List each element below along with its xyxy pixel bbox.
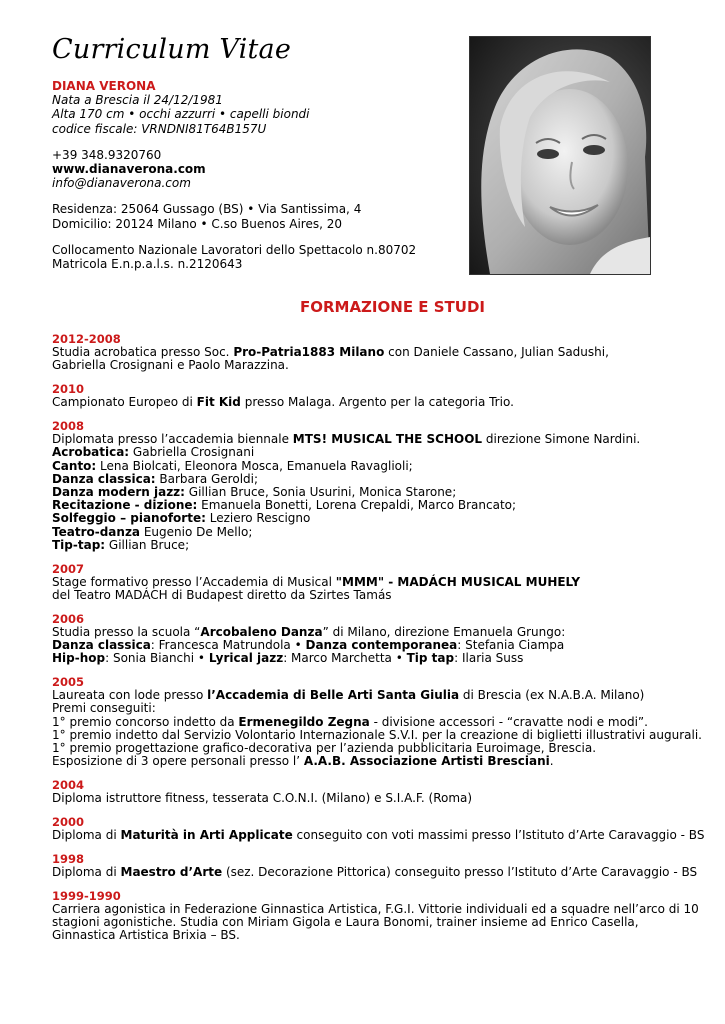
entry-text-bold: Tip tap: [406, 651, 455, 666]
entry-line: [52, 359, 672, 372]
entry-text-bold: Ermenegildo Zegna: [238, 714, 370, 729]
entry-text: Diploma istruttore fitness, tesserata C.O.N.I. (Milano) e S.I.A.F. (Roma): [52, 791, 473, 806]
entry-text: .: [549, 754, 554, 769]
education-entry: [52, 563, 672, 603]
entry-text: Diploma di: [52, 864, 121, 879]
entry-text: Diploma di: [52, 828, 121, 842]
entry-text-bold: Hip-hop: [52, 651, 106, 666]
education-entry: [52, 674, 702, 769]
entry-text: stagioni agonistiche. Studia con Miriam Gigola e Laura Bonomi, trainer insieme ad Enrico Casella,: [52, 915, 639, 930]
website-link[interactable]: www.dianaverona.com: [52, 162, 206, 177]
enpals-number: Matricola E.n.p.a.l.s. n.2120643: [52, 257, 243, 272]
entry-text-bold: "MMM" - MADÁCH MUSICAL MUHELY: [335, 574, 581, 589]
entry-text: Gabriella Crosignani: [129, 445, 255, 460]
entry-text: Gillian Bruce, Sonia Usurini, Monica Starone;: [184, 485, 457, 500]
entry-text: del Teatro MADÁCH di Budapest diretto da Szirtes Tamás: [52, 587, 392, 602]
residence-address: Residenza: 25064 Gussago (BS) • Via Santissima, 4: [52, 202, 362, 217]
entry-text: Ginnastica Artistica Brixia – BS.: [52, 928, 240, 943]
section-title: FORMAZIONE E STUDI: [299, 298, 486, 316]
entry-text: Barbara Geroldi;: [155, 471, 259, 486]
education-list: [52, 332, 705, 953]
entry-text: Laureata con lode presso: [52, 688, 208, 703]
entry-text: ” di Milano, direzione Emanuela Grungo:: [322, 624, 566, 639]
entry-line: [52, 396, 672, 409]
entry-line: [52, 864, 698, 879]
entry-line: [52, 929, 672, 942]
entry-text-bold: Canto:: [52, 458, 97, 473]
domicile-address: Domicilio: 20124 Milano • C.so Buenos Aires, 20: [52, 216, 343, 231]
education-entry: [52, 851, 698, 879]
entry-text-bold: Danza classica: [52, 638, 151, 653]
entry-text: : Francesca Matrundola •: [150, 638, 306, 653]
entry-text-bold: Lyrical jazz: [208, 651, 284, 666]
entry-text: 1° premio indetto dal Servizio Volontario Internazionale S.V.I. per la creazione di biglietti illustrativi augurali.: [52, 727, 702, 742]
person-name: DIANA VERONA: [52, 79, 156, 93]
entry-text-bold: Danza modern jazz:: [52, 485, 185, 500]
entry-text: 1° premio progettazione grafico-decorativa per l’azienda pubblicitaria Euroimage, Brescia.: [52, 740, 597, 755]
entry-line: [52, 828, 705, 842]
email-link[interactable]: info@dianaverona.com: [52, 176, 191, 191]
entry-text-bold: Danza classica:: [52, 471, 156, 486]
entry-text: : Marco Marchetta •: [283, 651, 407, 666]
entry-year: 2007: [52, 561, 85, 576]
entry-text-bold: A.A.B. Associazione Artisti Bresciani: [303, 754, 550, 769]
entry-line: [52, 589, 672, 602]
entry-text: : Ilaria Suss: [454, 651, 524, 666]
entry-text: Carriera agonistica in Federazione Ginnastica Artistica, F.G.I. Vittorie individuali ed a squadre nell’arco di 10: [52, 901, 699, 916]
entry-text-bold: MTS! MUSICAL THE SCHOOL: [292, 432, 483, 447]
phone-number: +39 348.9320760: [52, 147, 162, 162]
education-entry: [52, 420, 672, 552]
entry-text: Eugenio De Mello;: [140, 524, 253, 539]
entry-text-bold: Maestro d’Arte: [120, 864, 223, 879]
entry-line: [52, 792, 672, 805]
education-entry: [52, 779, 672, 805]
entry-text: direzione Simone Nardini.: [482, 432, 641, 447]
entry-text: Gabriella Crosignani e Paolo Marazzina.: [52, 358, 289, 373]
entry-text: Gillian Bruce;: [105, 537, 190, 552]
birth-info: Nata a Brescia il 24/12/1981: [52, 93, 223, 108]
entry-year: 2000: [52, 814, 85, 829]
entry-text-bold: Recitazione - dizione:: [52, 498, 198, 513]
education-entry: [52, 888, 699, 943]
education-entry: [52, 383, 672, 409]
entry-text-bold: Solfeggio – pianoforte:: [52, 511, 206, 526]
entry-year: 2012-2008: [52, 332, 121, 346]
entry-text: Premi conseguiti:: [52, 701, 156, 716]
entry-year: 2006: [52, 611, 85, 626]
education-entry: [52, 814, 705, 842]
entry-text: Studia presso la scuola “: [52, 624, 201, 639]
entry-text: Stage formativo presso l’Accademia di Musical: [52, 574, 336, 589]
entry-text-bold: Teatro-danza: [52, 524, 141, 539]
document-title: Curriculum Vitae: [52, 34, 292, 65]
entry-text: presso Malaga. Argento per la categoria Trio.: [240, 395, 514, 410]
entry-year: 1999-1990: [52, 888, 121, 903]
entry-text: Lena Biolcati, Eleonora Mosca, Emanuela Ravaglioli;: [96, 458, 413, 473]
tax-code: codice fiscale: VRNDNI81T64B157U: [52, 121, 267, 136]
entry-text-bold: Danza contemporanea: [305, 638, 458, 653]
entry-text-bold: Maturità in Arti Applicate: [120, 828, 293, 842]
portrait-image: [470, 37, 650, 274]
entry-text-bold: Arcobaleno Danza: [200, 624, 323, 639]
entry-text-bold: l’Accademia di Belle Arti Santa Giulia: [207, 688, 460, 703]
placement-number: Collocamento Nazionale Lavoratori dello Spettacolo n.80702: [52, 242, 417, 257]
physical-traits: Alta 170 cm • occhi azzurri • capelli biondi: [52, 107, 310, 122]
entry-year: 2010: [52, 382, 85, 397]
entry-year: 2004: [52, 777, 85, 792]
entry-text: Diplomata presso l’accademia biennale: [52, 432, 293, 447]
entry-year: 2008: [52, 419, 85, 434]
education-entry: [52, 613, 672, 666]
entry-text: : Stefania Ciampa: [457, 638, 565, 653]
entry-text-bold: Pro-Patria1883 Milano: [233, 345, 385, 360]
entry-line: [52, 652, 672, 665]
entry-text: - divisione accessori - “cravatte nodi e modi”.: [369, 714, 648, 729]
personal-info: [52, 79, 416, 271]
portrait-photo: [469, 36, 651, 275]
entry-text: (sez. Decorazione Pittorica) conseguito presso l’Istituto d’Arte Caravaggio - BS: [222, 864, 698, 879]
entry-text: conseguito con voti massimi presso l’Istituto d’Arte Caravaggio - BS: [292, 828, 705, 842]
entry-text: Studia acrobatica presso Soc.: [52, 345, 234, 360]
education-entry: [52, 333, 672, 373]
entry-text: con Daniele Cassano, Julian Sadushi,: [384, 345, 609, 360]
entry-line: [52, 755, 672, 768]
entry-text: : Sonia Bianchi •: [105, 651, 209, 666]
entry-line: [52, 539, 672, 552]
entry-text: 1° premio concorso indetto da: [52, 714, 239, 729]
entry-text: Leziero Rescigno: [205, 511, 311, 526]
entry-year: 1998: [52, 851, 85, 866]
entry-text-bold: Acrobatica:: [52, 445, 130, 460]
entry-text-bold: Tip-tap:: [52, 537, 106, 552]
entry-text: Emanuela Bonetti, Lorena Crepaldi, Marco Brancato;: [197, 498, 517, 513]
entry-year: 2005: [52, 674, 85, 689]
entry-text: Esposizione di 3 opere personali presso l’: [52, 754, 304, 769]
entry-text: di Brescia (ex N.A.B.A. Milano): [459, 688, 645, 703]
entry-text: Campionato Europeo di: [52, 395, 197, 410]
entry-text-bold: Fit Kid: [196, 395, 241, 410]
